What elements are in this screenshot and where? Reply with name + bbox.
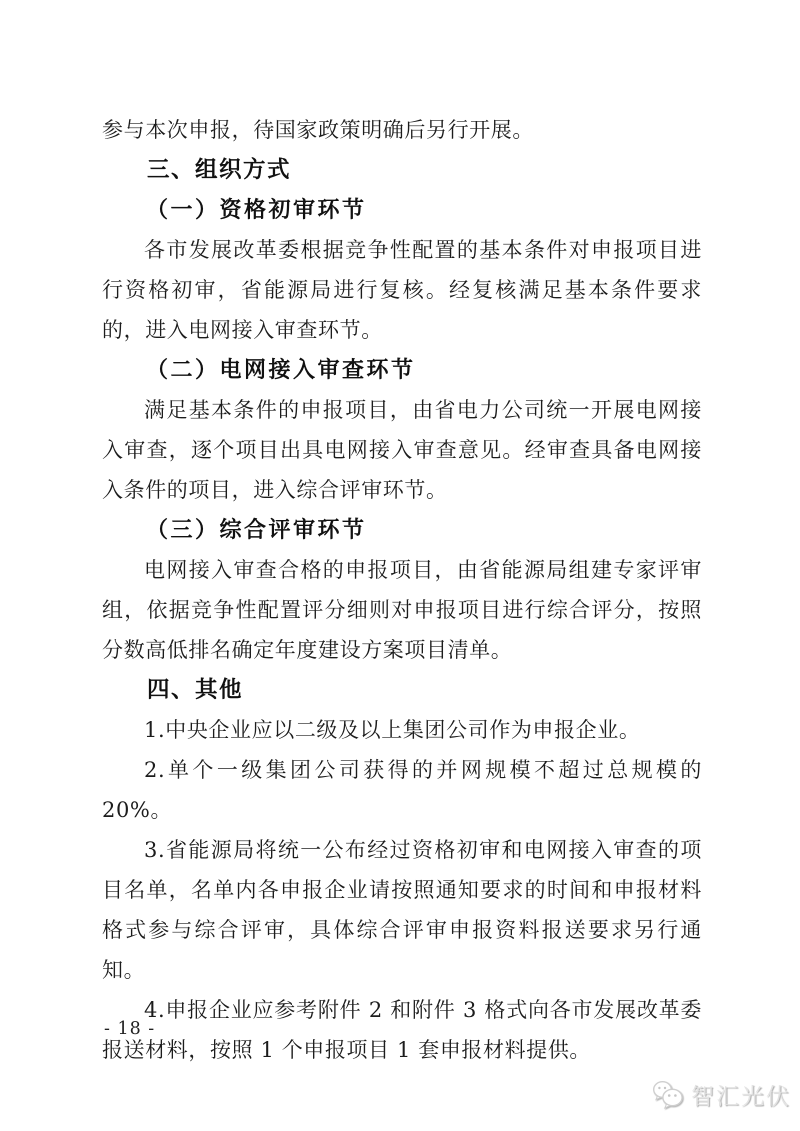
- section-heading: 三、组织方式: [147, 157, 292, 183]
- section-heading: 四、其他: [147, 677, 244, 703]
- wechat-icon: [652, 1080, 684, 1110]
- paragraph: 1.中央企业应以二级及以上集团公司作为申报企业。: [144, 718, 641, 742]
- watermark-brand-text: 智汇光伏: [691, 1084, 791, 1110]
- watermark: [652, 1078, 791, 1111]
- section-heading: （二）电网接入审查环节: [146, 357, 416, 383]
- section-heading: （一）资格初审环节: [146, 197, 367, 223]
- paragraph: 参与本次申报，待国家政策明确后另行开展。: [102, 118, 534, 142]
- section-heading: （三）综合评审环节: [146, 517, 367, 543]
- paragraph: 4.申报企业应参考附件 2 和附件 3 格式向各市发展改革委报送材料，按照 1 个申报项目 1 套申报材料提供。: [102, 998, 702, 1062]
- document-body: [102, 110, 702, 1070]
- paragraph: 2.单个一级集团公司获得的并网规模不超过总规模的 20%。: [102, 758, 702, 822]
- paragraph: 3.省能源局将统一公布经过资格初审和电网接入审查的项目名单，名单内各申报企业请按照通知要求的时间和申报材料格式参与综合评审，具体综合评审申报资料报送要求另行通知。: [102, 838, 702, 982]
- paragraph: 电网接入审查合格的申报项目，由省能源局组建专家评审组，依据竞争性配置评分细则对申报项目进行综合评分，按照分数高低排名确定年度建设方案项目清单。: [102, 558, 702, 662]
- paragraph: 各市发展改革委根据竞争性配置的基本条件对申报项目进行资格初审，省能源局进行复核。经复核满足基本条件要求的，进入电网接入审查环节。: [102, 238, 702, 342]
- paragraph: 满足基本条件的申报项目，由省电力公司统一开展电网接入审查，逐个项目出具电网接入审查意见。经审查具备电网接入条件的项目，进入综合评审环节。: [102, 398, 702, 502]
- page-number: - 18 -: [104, 1019, 156, 1039]
